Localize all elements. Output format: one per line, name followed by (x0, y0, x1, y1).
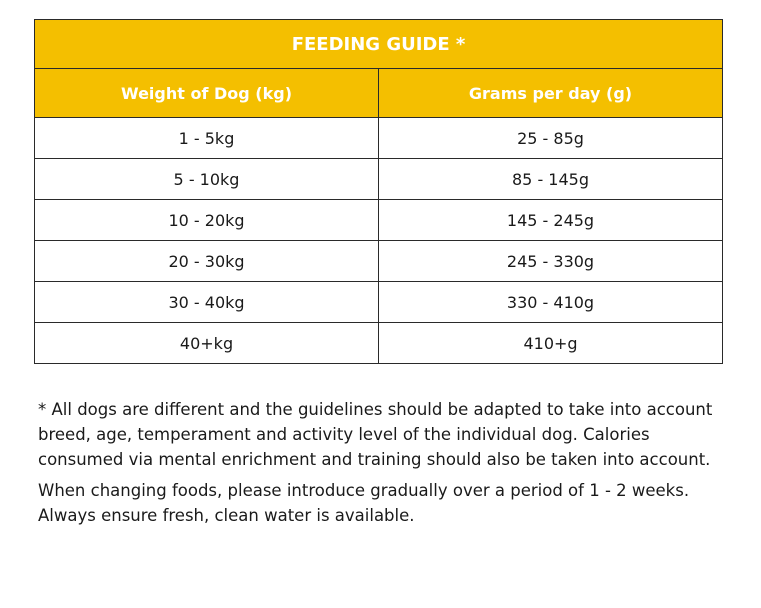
grams-cell: 245 - 330g (379, 241, 723, 282)
table-row (35, 118, 723, 159)
weight-cell: 1 - 5kg (35, 118, 379, 159)
table-row (35, 200, 723, 241)
column-header-grams: Grams per day (g) (379, 69, 723, 118)
notes-section (38, 397, 738, 534)
table-row (35, 323, 723, 364)
table-row (35, 282, 723, 323)
weight-cell: 40+kg (35, 323, 379, 364)
column-header-weight: Weight of Dog (kg) (35, 69, 379, 118)
weight-cell: 5 - 10kg (35, 159, 379, 200)
instructions-text: When changing foods, please introduce gradually over a period of 1 - 2 weeks. Always ensure fresh, clean water is available. (38, 481, 690, 525)
grams-cell: 25 - 85g (379, 118, 723, 159)
feeding-guide-table (34, 19, 723, 364)
table-row (35, 159, 723, 200)
grams-cell: 145 - 245g (379, 200, 723, 241)
table-title-row (35, 20, 723, 69)
grams-cell: 410+g (379, 323, 723, 364)
weight-cell: 20 - 30kg (35, 241, 379, 282)
grams-cell: 330 - 410g (379, 282, 723, 323)
table-header-row (35, 69, 723, 118)
weight-cell: 10 - 20kg (35, 200, 379, 241)
table-title: FEEDING GUIDE * (35, 20, 723, 69)
table-row (35, 241, 723, 282)
weight-cell: 30 - 40kg (35, 282, 379, 323)
grams-cell: 85 - 145g (379, 159, 723, 200)
disclaimer-text: * All dogs are different and the guidelines should be adapted to take into account breed, age, temperament and activity level of the individual dog. Calories consumed via mental enrichment and training should also be taken into account. (38, 400, 713, 469)
